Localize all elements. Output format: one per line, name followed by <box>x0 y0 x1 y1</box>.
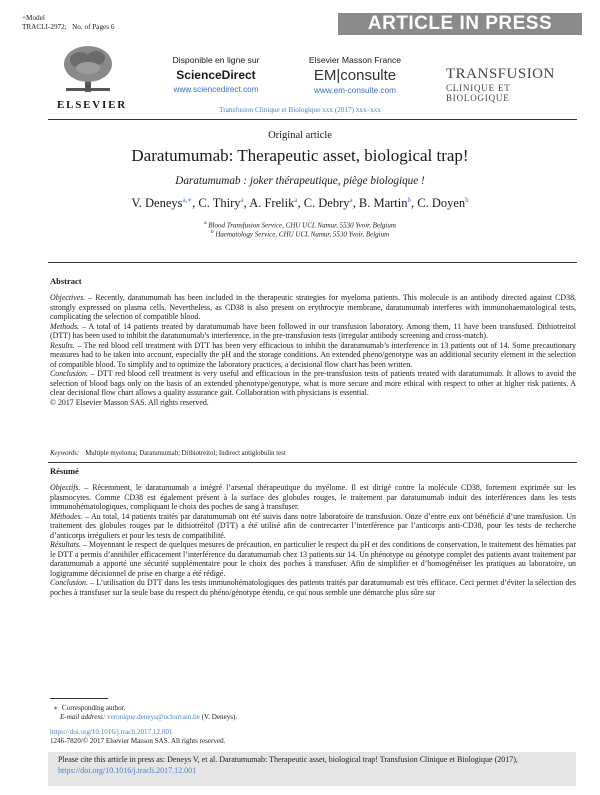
article-title: Daratumumab: Therapeutic asset, biological trap! <box>131 146 469 165</box>
author[interactable]: V. Deneys$^{a,∗}$ <box>131 196 193 211</box>
corresponding-author: ∗ Corresponding author. <box>50 704 126 712</box>
sd-name: ScienceDirect <box>176 68 256 82</box>
author-list: V. Deneys$^{a,∗}$, C. Thiry$^a$, A. Frelik$^a$, C. Debry$^a$, B. Martin$^b$, C. Doyen$^b$ <box>131 196 469 211</box>
sciencedirect-block <box>146 55 286 94</box>
citation-doi-link[interactable]: https://doi.org/10.1016/j.tracli.2017.12.001 <box>58 765 197 775</box>
manuscript-model: +Model <box>22 14 45 22</box>
doi-link[interactable]: https://doi.org/10.1016/j.tracli.2017.12.001 <box>50 728 173 736</box>
sd-url-link[interactable]: www.sciencedirect.com <box>173 85 259 94</box>
journal-logo-line1: TRANSFUSION <box>446 66 555 82</box>
email-link[interactable]: veronique.deneys@uclouvain.be <box>107 713 200 721</box>
resume-heading: Résumé <box>50 466 79 476</box>
article-type: Original article <box>268 130 332 141</box>
manuscript-ref-id: TRACLI-2972; <box>22 23 67 31</box>
sd-available-text: Disponible en ligne sur <box>172 55 260 65</box>
abstract-body: Objectives. – Recently, daratumumab has been included in the therapeutic strategies for myeloma patients. This molecule is an antibody directed against CD38, strongly expressed on plasma cells. Nevertheless, as CD38 is also present on erythrocyte membrane, daratumumab interferes with immunohaematological tests, complicating the selection of compatible blood. Methods. – A total of 14 patients treated by daratumumab have been followed in our transfusion laboratory. Among them, 11 have been transfused. Dithiotreitol (DTT) has been used to inhibit the daratumumab’s interference, in the pre-transfusion tests (irregular antibody screening and cross-match). Results. – The red blood cell treatment with DTT has been very efficacious to inhibit the daratumumab’s interference in 13 patients out of 14. Some precautionary measures had to be taken into account, especially the pH and the storage conditions. An extended pheno/genotype was an additional security element in the selection of compatible blood. To simplify and to optimize the laboratory practices, a decisional flow chart has been written. Conclusion. – DTT red blood cell treatment is very useful and efficacious in the pre-transfusion tests of patients treated with daratumumab. It allows to avoid the selection of blood bags only on the basis of an extended phenotype/genotype, what is more secure and more ethical with respect to other at higher risk patients. A clear decisional flow chart allows a quality assurance gait. Collaboration with physicians is essential. © 2017 Elsevier Masson SAS. All rights reserved. <box>50 293 576 408</box>
affiliation: $^a$ Blood Transfusion Service, CHU UCL Namur, 5530 Yvoir, Belgium <box>204 220 396 230</box>
article-title-french: Daratumumab : joker thérapeutique, piège biologique ! <box>175 175 425 187</box>
keywords: Keywords: Multiple myeloma; Daratumumab; Dithiotreitol; Indirect antiglobulin test <box>50 450 286 457</box>
abstract-divider <box>48 262 577 263</box>
citation-text: Please cite this article in press as: Deneys V, et al. Daratumumab: Therapeutic asset, biological trap! Transfusion Clinique et Biologique (2017), https://doi.org/10.1016/j.tracli.2017.12.001 <box>58 755 518 775</box>
article-in-press-banner: ARTICLE IN PRESS <box>338 13 582 35</box>
journal-logo-line2: CLINIQUE ET BIOLOGIQUE <box>446 83 511 103</box>
emconsulte-block <box>291 55 419 95</box>
elsevier-tree-logo <box>60 42 116 94</box>
author[interactable]: C. Doyen$^b$ <box>417 196 469 211</box>
author[interactable]: B. Martin$^b$ <box>358 196 411 211</box>
author[interactable]: C. Debry$^a$ <box>303 196 353 211</box>
author[interactable]: C. Thiry$^a$ <box>198 196 244 211</box>
affiliation: $^b$ Haematology Service, CHU UCL Namur, 5530 Yvoir, Belgium <box>210 229 390 239</box>
copyright: © 2017 Elsevier Masson SAS. All rights reserved. <box>50 398 209 408</box>
footnote-rule <box>50 698 108 699</box>
journal-logo <box>446 66 576 103</box>
author[interactable]: A. Frelik$^a$ <box>249 196 298 211</box>
header-divider <box>48 119 577 120</box>
email-line: E-mail address: veronique.deneys@uclouvain.be (V. Deneys). <box>60 713 238 721</box>
page-count: No. of Pages 6 <box>72 23 115 31</box>
em-url-link[interactable]: www.em-consulte.com <box>314 86 396 95</box>
elsevier-wordmark: ELSEVIER <box>56 99 128 111</box>
journal-line[interactable]: Transfusion Clinique et Biologique xxx (2017) xxx–xxx <box>219 106 381 114</box>
resume-body: Objectifs. – Récemment, le daratumumab a intégré l’arsenal thérapeutique du myélome. Il est dirigé contre la molécule CD38, fortement exprimée sur les plasmocytes. Comme CD38 est également présent à la surface des globules rouges, le traitement par daratumumab induit des interférences dans les tests immunohématologiques, compliquant le choix des poches de sang à transfuser. Méthodes. – Au total, 14 patients traités par daratumumab ont été suivis dans notre laboratoire de transfusion. Onze d’entre eux ont bénéficié d’une transfusion. Un traitement des globules rouges par le dithiotréitol (DTT) a été utilisé afin de contrecarrer l’interférence par l’anticorps anti-CD38, pour les tests de recherche d’anticorps irréguliers et pour les tests de compatibilité. Résultats. – Moyennant le respect de quelques mesures de précaution, en particulier le respect du pH et des conditions de conservation, le traitement des hématies par le DTT a permis d’annihiler efficacement l’interférence du daratumumab chez 13 patients sur 14. Un phénotype ou génotype complet des patients avant traitement par daratumumab a apporté une sécurité supplémentaire pour le choix des poches à transfuser. Afin de simplifier et d’homogénéiser les pratiques au laboratoire, un logigramme décisionnel de prise en charge a été rédigé. Conclusion. – L’utilisation du DTT dans les tests immunohématologiques des patients traités par daratumumab est très efficace. Ceci permet d’éviter la sélection des poches à transfuser sur la seule base du respect du phéno/génotype étendu, ce qui nous semble une démarche plus sûre sur <box>50 483 576 598</box>
abstract-heading: Abstract <box>50 276 82 286</box>
manuscript-ref <box>22 23 114 31</box>
issn-line: 1246-7820/© 2017 Elsevier Masson SAS. All rights reserved. <box>50 737 226 745</box>
em-publisher: Elsevier Masson France <box>308 55 402 65</box>
resume-divider <box>48 462 577 463</box>
em-name: EM|consulte <box>313 67 397 84</box>
